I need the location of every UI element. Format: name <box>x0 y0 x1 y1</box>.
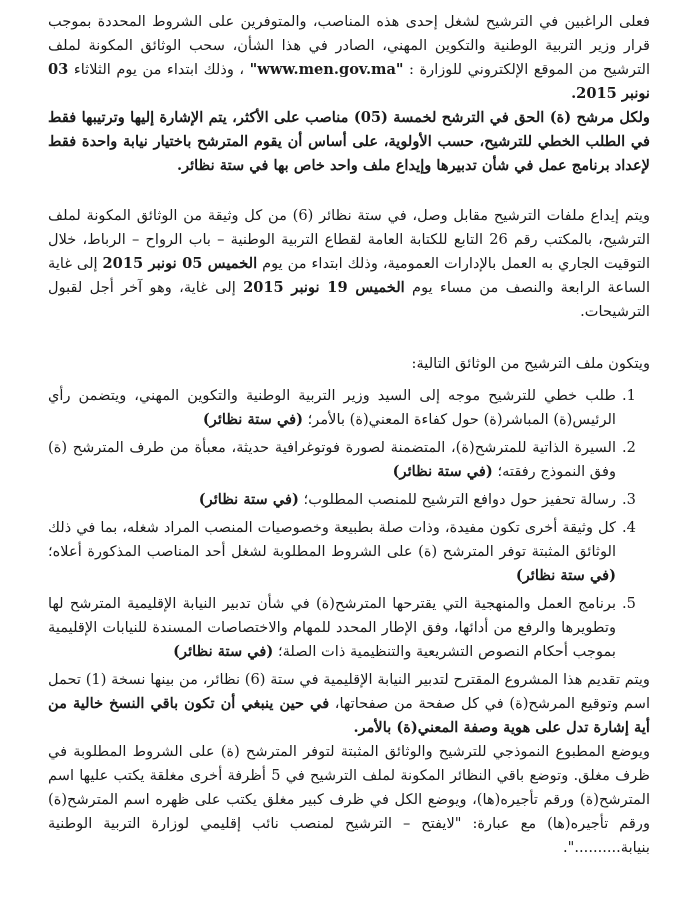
paragraph-candidates: فعلى الراغبين في الترشيح لشغل إحدى هذه المناصب، والمتوفرين على الشروط المحددة بموجب قرار وزير التربية الوطنية والتكوين المهني، الصادر في هذا الشأن، سحب الوثائق المكونة لملف الترشيح من الموقع الإلكتروني للوزارة : "www.men.gov.ma" ، وذلك ابتداء من يوم الثلاثاء 03 نونبر 2015. <box>48 13 650 102</box>
list-item: 4. كل وثيقة أخرى تكون مفيدة، وذات صلة بطبيعة وخصوصيات المنصب المراد شغله، بما في ذلك الوثائق المثبتة توفر المترشح (ة) على الشروط المطلوبة لشغل أحد المناصب المذكورة أعلاه؛ (في ستة نظائر) <box>48 519 636 584</box>
ministry-url: "www.men.gov.ma" <box>249 61 404 78</box>
documents-list <box>48 384 650 664</box>
paragraph-project-copies: ويتم تقديم هذا المشروع المقترح لتدبير النيابة الإقليمية في ستة (6) نظائر، من بينها نسخة (1) تحمل اسم وتوقيع المرشح(ة) في كل صفحة من صفحاتها، في حين ينبغي أن تكون باقي النسخ خالية من أية إشارة تدل على هوية وصفة المعني(ة) بالأمر. <box>48 671 651 736</box>
paragraph-five-positions: ولكل مرشح (ة) الحق في الترشح لخمسة (05) مناصب على الأكثر، يتم الإشارة إليها وترتيبها فقط في الطلب الخطي للترشيح، حسب الأولوية، على أساس أن يقوم المترشح باختيار نيابة واحدة فقط لإعداد برنامج عمل في شأن تدبيرها وإيداع ملف واحد خاص بها في ستة نظائر. <box>48 109 650 174</box>
list-item: 3. رسالة تحفيز حول دوافع الترشيح للمنصب المطلوب؛ (في ستة نظائر) <box>198 491 636 508</box>
paragraph-envelopes: ويوضع المطبوع النموذجي للترشيح والوثائق المثبتة لتوفر المترشح (ة) على الشروط المطلوبة في ظرف مغلق. وتوضع باقي النظائر المكونة لملف الترشيح في 5 أظرفة أخرى مغلقة يكتب عليها اسم المترشح(ة) ورقم تأجيره(ها)، ويوضع الكل في ظرف كبير مغلق يكتب على ظهره اسم المترشح(ة) ورقم تأجيره(ها) مع عبارة: "لايفتح – الترشيح لمنصب نائب إقليمي لوزارة التربية الوطنية بنيابة..........". <box>48 743 650 856</box>
list-item: 2. السيرة الذاتية للمترشح(ة)، المتضمنة لصورة فوتوغرافية حديثة، معبأة من طرف المترشح (ة) وفق النموذج رفقته؛ (في ستة نظائر) <box>48 439 636 480</box>
list-item: 5. برنامج العمل والمنهجية التي يقترحها المترشح(ة) في شأن تدبير النيابة الإقليمية المترشح لها وتطويرها والرفع من أدائها، وفق الإطار المحدد للمهام والاختصاصات المسندة للنيابات الإقليمية بموجب أحكام النصوص التشريعية والتنظيمية ذات الصلة؛ (في ستة نظائر) <box>48 595 636 660</box>
list-intro: ويتكون ملف الترشيح من الوثائق التالية: <box>411 355 650 372</box>
paragraph-submission: ويتم إيداع ملفات الترشيح مقابل وصل، في ستة نظائر (6) من كل وثيقة من الوثائق المكونة لملف الترشيح، بالمكتب رقم 26 التابع للكتابة العامة لقطاع التربية الوطنية – باب الرواح – الرباط، خلال التوقيت الجاري به العمل بالإدارات العمومية، وذلك ابتداء من يوم الخميس 05 نونبر 2015 إلى غاية الساعة الرابعة والنصف من مساء يوم الخميس 19 نونبر 2015 إلى غاية، وهو آخر أجل لقبول الترشيحات. <box>48 207 650 320</box>
list-item: 1. طلب خطي للترشيح موجه إلى السيد وزير التربية الوطنية والتكوين المهني، ويتضمن رأي الرئيس(ة) المباشر(ة) حول كفاءة المعني(ة) بالأمر؛ (في ستة نظائر) <box>48 387 636 428</box>
